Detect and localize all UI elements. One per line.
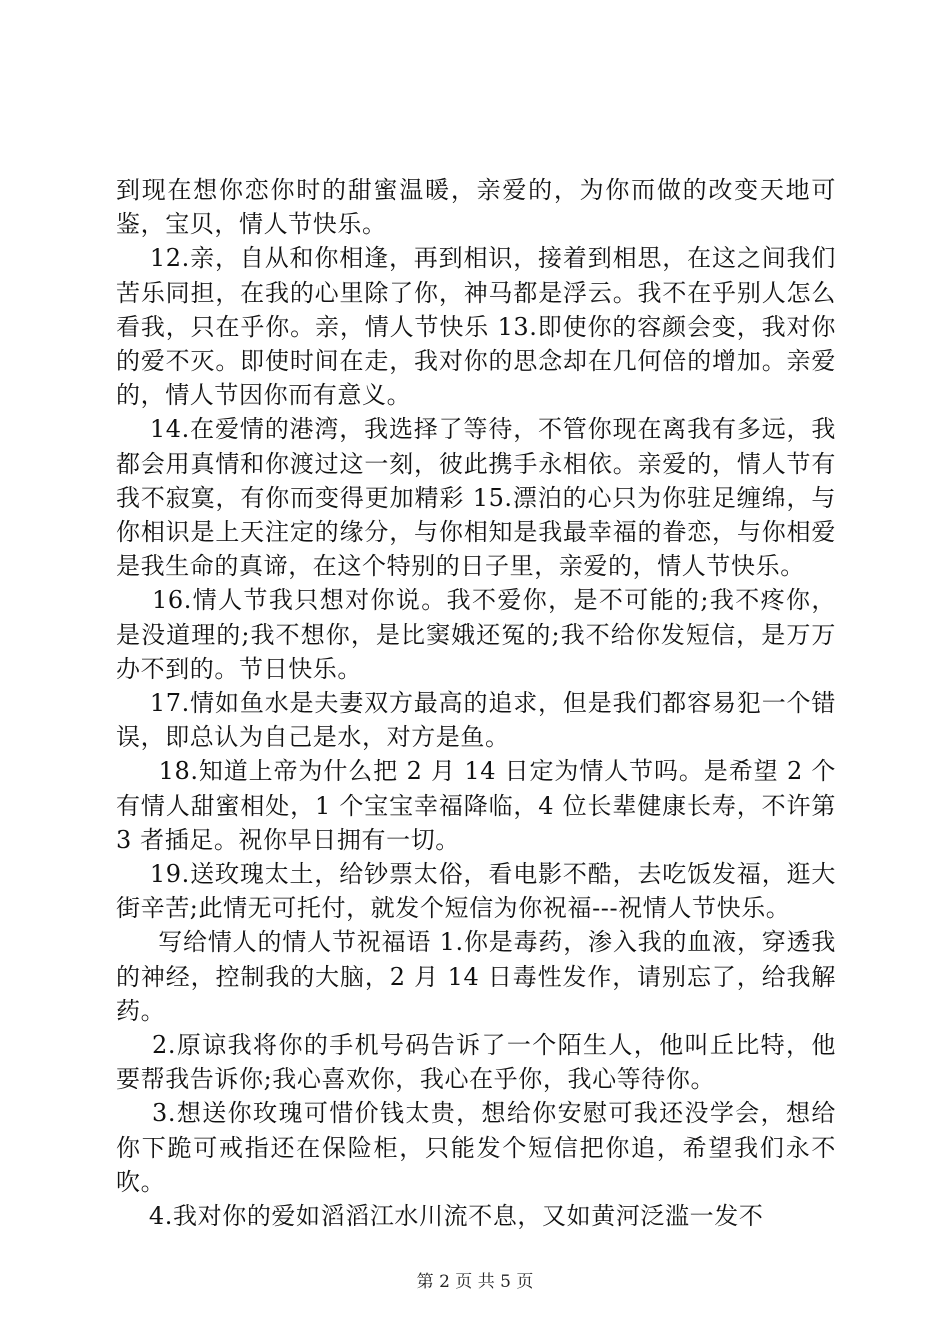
paragraph: 4.我对你的爱如滔滔江水川流不息，又如黄河泛滥一发不 <box>116 1202 764 1231</box>
paragraph: 18.知道上帝为什么把 2 月 14 日定为情人节吗。是希望 2 个有情人甜蜜相处，1 个宝宝幸福降临，4 位长辈健康长寿，不许第 3 者插足。祝你早日拥有一切。 <box>116 757 845 854</box>
paragraph: 写给情人的情人节祝福语 1.你是毒药，渗入我的血液，穿透我的神经，控制我的大脑，2 月 14 日毒性发作，请别忘了，给我解药。 <box>116 928 836 1025</box>
paragraph: 17.情如鱼水是夫妻双方最高的追求，但是我们都容易犯一个错误，即总认为自己是水，对方是鱼。 <box>116 689 836 752</box>
paragraph: 12.亲，自从和你相逢，再到相识，接着到相思，在这之间我们苦乐同担，在我的心里除了你，神马都是浮云。我不在乎别人怎么看我，只在乎你。亲，情人节快乐 13.即使你的容颜会变，我对你的爱不灭。即使时间在走，我对你的思念却在几何倍的增加。亲爱的，情人节因你而有意义。 <box>116 244 836 410</box>
paragraph: 19.送玫瑰太土，给钞票太俗，看电影不酷，去吃饭发福，逛大街辛苦;此情无可托付，就发个短信为你祝福---祝情人节快乐。 <box>116 860 836 923</box>
paragraph: 到现在想你恋你时的甜蜜温暖，亲爱的，为你而做的改变天地可鉴，宝贝，情人节快乐。 <box>116 176 836 239</box>
page-footer: 第 2 页 共 5 页 <box>416 1272 534 1292</box>
document-body <box>116 173 845 1233</box>
paragraph: 2.原谅我将你的手机号码告诉了一个陌生人，他叫丘比特，他要帮我告诉你;我心喜欢你，我心在乎你，我心等待你。 <box>116 1031 837 1094</box>
paragraph: 14.在爱情的港湾，我选择了等待，不管你现在离我有多远，我都会用真情和你渡过这一刻，彼此携手永相依。亲爱的，情人节有我不寂寞，有你而变得更加精彩 15.漂泊的心只为你驻足缠绵，与你相识是上天注定的缘分，与你相知是我最幸福的眷恋，与你相爱是我生命的真谛，在这个特别的日子里，亲爱的，情人节快乐。 <box>116 415 836 581</box>
paragraph: 16.情人节我只想对你说。我不爱你，是不可能的;我不疼你，是没道理的;我不想你，是比窦娥还冤的;我不给你发短信，是万万办不到的。节日快乐。 <box>116 586 836 683</box>
paragraph: 3.想送你玫瑰可惜价钱太贵，想给你安慰可我还没学会，想给你下跪可戒指还在保险柜，只能发个短信把你追，希望我们永不吹。 <box>116 1099 837 1196</box>
